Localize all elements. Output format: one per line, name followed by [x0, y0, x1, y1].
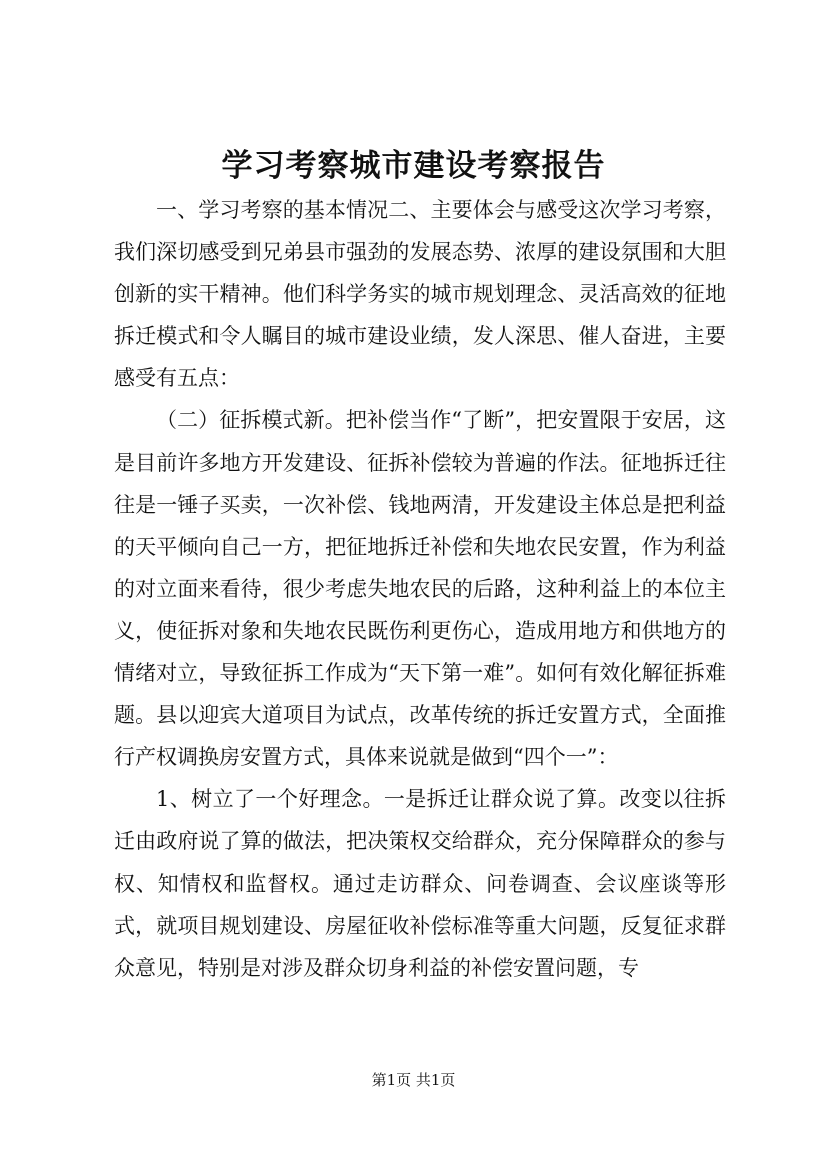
paragraph-section-2: （二）征拆模式新。把补偿当作“了断”，把安置限于安居，这是目前许多地方开发建设、征拆补偿较为普遍的作法。征地拆迁往往是一锤子买卖，一次补偿、钱地两清，开发建设主体总是把利益的天平倾向自己一方，把征地拆迁补偿和失地农民安置，作为利益的对立面来看待，很少考虑失地农民的后路，这种利益上的本位主义，使征拆对象和失地农民既伤利更伤心，造成用地方和供地方的情绪对立，导致征拆工作成为“天下第一难”。如何有效化解征拆难题。县以迎宾大道项目为试点，改革传统的拆迁安置方式，全面推行产权调换房安置方式，具体来说就是做到“四个一”： — [114, 408, 726, 770]
document-title: 学习考察城市建设考察报告 — [221, 148, 606, 184]
page-number-label: 第1页 共1页 — [371, 1071, 456, 1089]
paragraph-intro: 一、学习考察的基本情况二、主要体会与感受这次学习考察，我们深切感受到兄弟县市强劲的发展态势、浓厚的建设氛围和大胆创新的实干精神。他们科学务实的城市规划理念、灵活高效的征地拆迁模式和令人瞩目的城市建设业绩，发人深思、催人奋进，主要感受有五点： — [114, 198, 726, 391]
document-body — [114, 189, 726, 989]
page-footer — [0, 1068, 827, 1092]
paragraph-item-1: 1、树立了一个好理念。一是拆迁让群众说了算。改变以往拆迁由政府说了算的做法，把决策权交给群众，充分保障群众的参与权、知情权和监督权。通过走访群众、问卷调查、会议座谈等形式，就项目规划建设、房屋征收补偿标准等重大问题，反复征求群众意见，特别是对涉及群众切身利益的补偿安置问题，专 — [114, 787, 726, 980]
